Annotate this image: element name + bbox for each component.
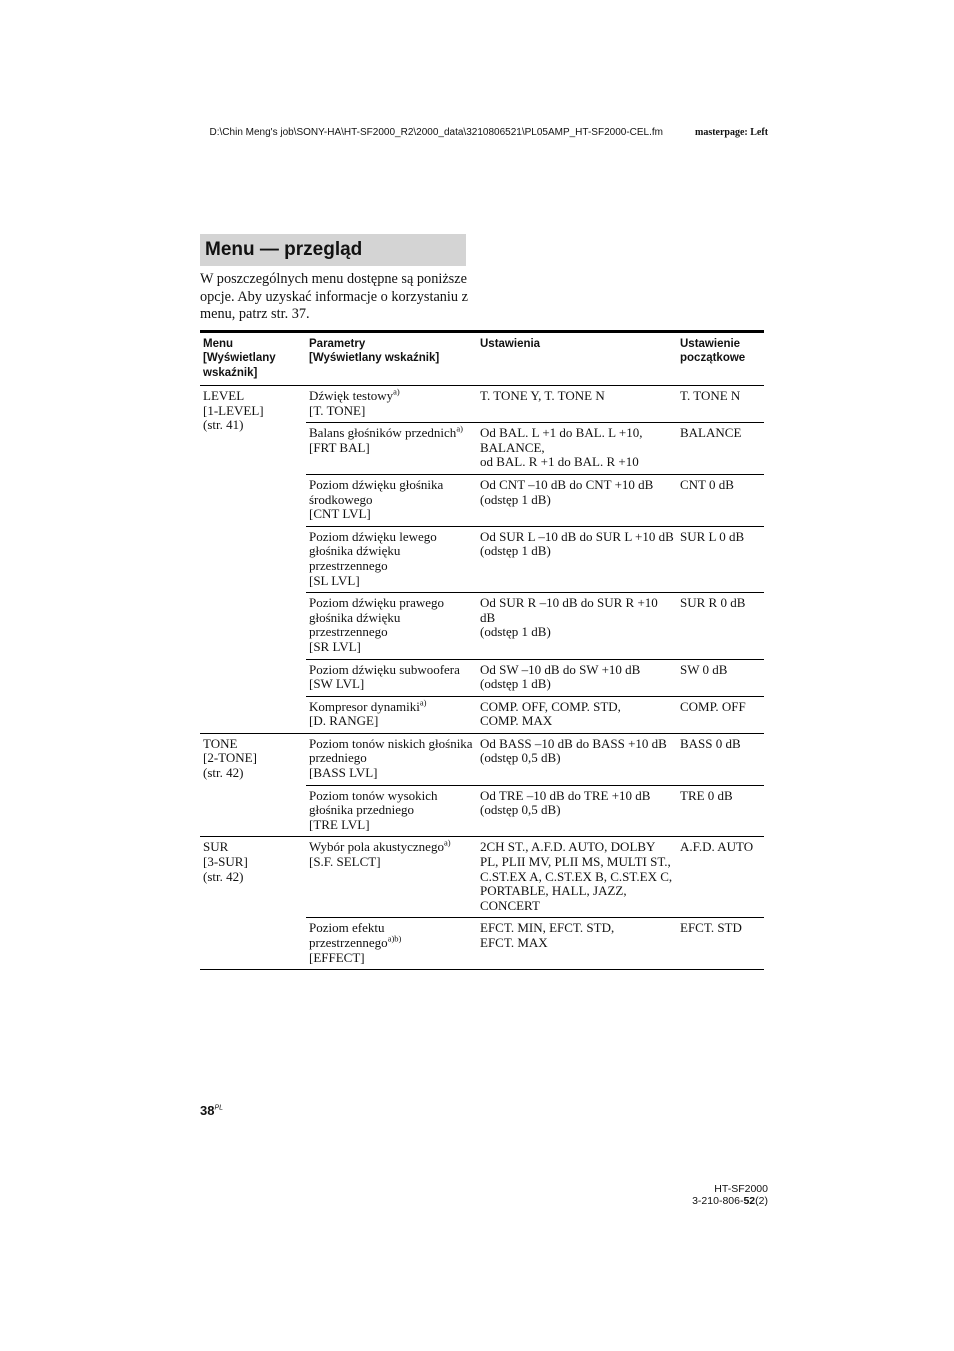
param-name: Kompresor dynamiki [309, 698, 420, 714]
table-header-row [200, 332, 764, 386]
settings-cell: Od SUR L –10 dB do SUR L +10 dB (odstęp 1 dB) [477, 526, 677, 592]
settings-cell: COMP. OFF, COMP. STD, COMP. MAX [477, 696, 677, 733]
settings-cell: Od BASS –10 dB do BASS +10 dB (odstęp 0,5 dB) [477, 733, 677, 785]
intro-paragraph: W poszczególnych menu dostępne są poniższe opcje. Aby uzyskać informacje o korzystaniu z menu, patrz str. 37. [200, 271, 468, 323]
param-indicator: [BASS LVL] [309, 765, 378, 781]
header-masterpage: masterpage: Left [695, 127, 769, 138]
param-cell [306, 785, 477, 837]
table-row [200, 837, 764, 918]
footnote-ref: a) [393, 386, 400, 397]
param-name: Wybór pola akustycznego [309, 839, 444, 855]
param-indicator: [FRT BAL] [309, 439, 370, 455]
param-indicator: [S.F. SELCT] [309, 854, 381, 870]
default-cell: TRE 0 dB [677, 785, 764, 837]
param-cell [306, 696, 477, 733]
col-header-default: Ustawienie początkowe [677, 332, 764, 386]
default-cell: BALANCE [677, 423, 764, 475]
default-cell: SUR L 0 dB [677, 526, 764, 592]
menu-cell: LEVEL [1-LEVEL] (str. 41) [200, 386, 306, 734]
menu-overview-table [200, 330, 764, 970]
default-cell: T. TONE N [677, 386, 764, 423]
param-cell [306, 423, 477, 475]
settings-cell: Od SW –10 dB do SW +10 dB (odstęp 1 dB) [477, 659, 677, 696]
param-cell [306, 474, 477, 526]
footer-model-info [600, 1183, 768, 1207]
footnote-ref: a)b) [387, 933, 402, 944]
default-cell: CNT 0 dB [677, 474, 764, 526]
default-cell: COMP. OFF [677, 696, 764, 733]
param-cell [306, 526, 477, 592]
default-cell: EFCT. STD [677, 918, 764, 970]
footer-model: HT-SF2000 [714, 1183, 768, 1195]
settings-cell: Od CNT –10 dB do CNT +10 dB (odstęp 1 dB) [477, 474, 677, 526]
settings-cell: Od BAL. L +1 do BAL. L +10, BALANCE, od BAL. R +1 do BAL. R +10 [477, 423, 677, 475]
section-title: Menu — przegląd [200, 234, 466, 266]
param-indicator: [TRE LVL] [309, 816, 370, 832]
param-cell [306, 837, 477, 918]
footnote-ref: a) [456, 423, 463, 434]
param-name: Dźwięk testowy [309, 388, 394, 403]
param-cell [306, 733, 477, 785]
page-number: $38^{PL}$ [200, 1103, 224, 1118]
param-name: Poziom dźwięku głośnika środkowego [309, 476, 444, 507]
header-file-path: D:\Chin Meng's job\SONY-HA\HT-SF2000_R2\2000_data\3210806521\PL05AMP_HT-SF2000-CEL.fm [209, 127, 663, 138]
param-indicator: [SR LVL] [309, 638, 361, 654]
col-header-menu: Menu [Wyświetlany wskaźnik] [200, 332, 306, 386]
default-cell: BASS 0 dB [677, 733, 764, 785]
param-name: Poziom dźwięku prawego głośnika dźwięku przestrzennego [309, 595, 445, 640]
settings-cell: Od SUR R –10 dB do SUR R +10 dB (odstęp 1 dB) [477, 593, 677, 659]
param-name: Poziom dźwięku subwoofera [309, 661, 460, 677]
param-indicator: [T. TONE] [309, 402, 366, 418]
param-indicator: [SL LVL] [309, 572, 360, 588]
param-cell [306, 593, 477, 659]
param-indicator: [SW LVL] [309, 676, 365, 692]
table-row [200, 733, 764, 785]
param-name: Poziom dźwięku lewego głośnika dźwięku przestrzennego [309, 528, 437, 573]
param-name: Poziom tonów niskich głośnika przedniego [309, 735, 473, 766]
param-indicator: [D. RANGE] [309, 713, 379, 729]
footnote-ref: a) [419, 697, 427, 708]
param-indicator: [CNT LVL] [309, 506, 371, 522]
default-cell: A.F.D. AUTO [677, 837, 764, 918]
default-cell: SW 0 dB [677, 659, 764, 696]
col-header-settings: Ustawienia [477, 332, 677, 386]
table-row [200, 386, 764, 423]
settings-cell: EFCT. MIN, EFCT. STD, EFCT. MAX [477, 918, 677, 970]
col-header-param: Parametry [Wyświetlany wskaźnik] [306, 332, 477, 386]
param-name: Poziom efektu przestrzennego [309, 920, 388, 950]
footer-code: 3-210-806-52(2) [692, 1195, 768, 1207]
param-name: Balans głośników przednich [309, 425, 457, 441]
param-name: Poziom tonów wysokich głośnika przedniego [309, 787, 438, 818]
param-cell [306, 659, 477, 696]
param-cell [306, 386, 477, 423]
menu-cell: SUR [3-SUR] (str. 42) [200, 837, 306, 970]
settings-cell: Od TRE –10 dB do TRE +10 dB (odstęp 0,5 dB) [477, 785, 677, 837]
settings-cell: T. TONE Y, T. TONE N [477, 386, 677, 423]
menu-cell: TONE [2-TONE] (str. 42) [200, 733, 306, 837]
param-cell [306, 918, 477, 970]
settings-cell: 2CH ST., A.F.D. AUTO, DOLBY PL, PLII MV, PLII MS, MULTI ST., C.ST.EX A, C.ST.EX B, C.ST.EX C, PORTABLE, HALL, JAZZ, CONCERT [477, 837, 677, 918]
param-indicator: [EFFECT] [309, 949, 365, 965]
default-cell: SUR R 0 dB [677, 593, 764, 659]
footnote-ref: a) [443, 838, 451, 849]
